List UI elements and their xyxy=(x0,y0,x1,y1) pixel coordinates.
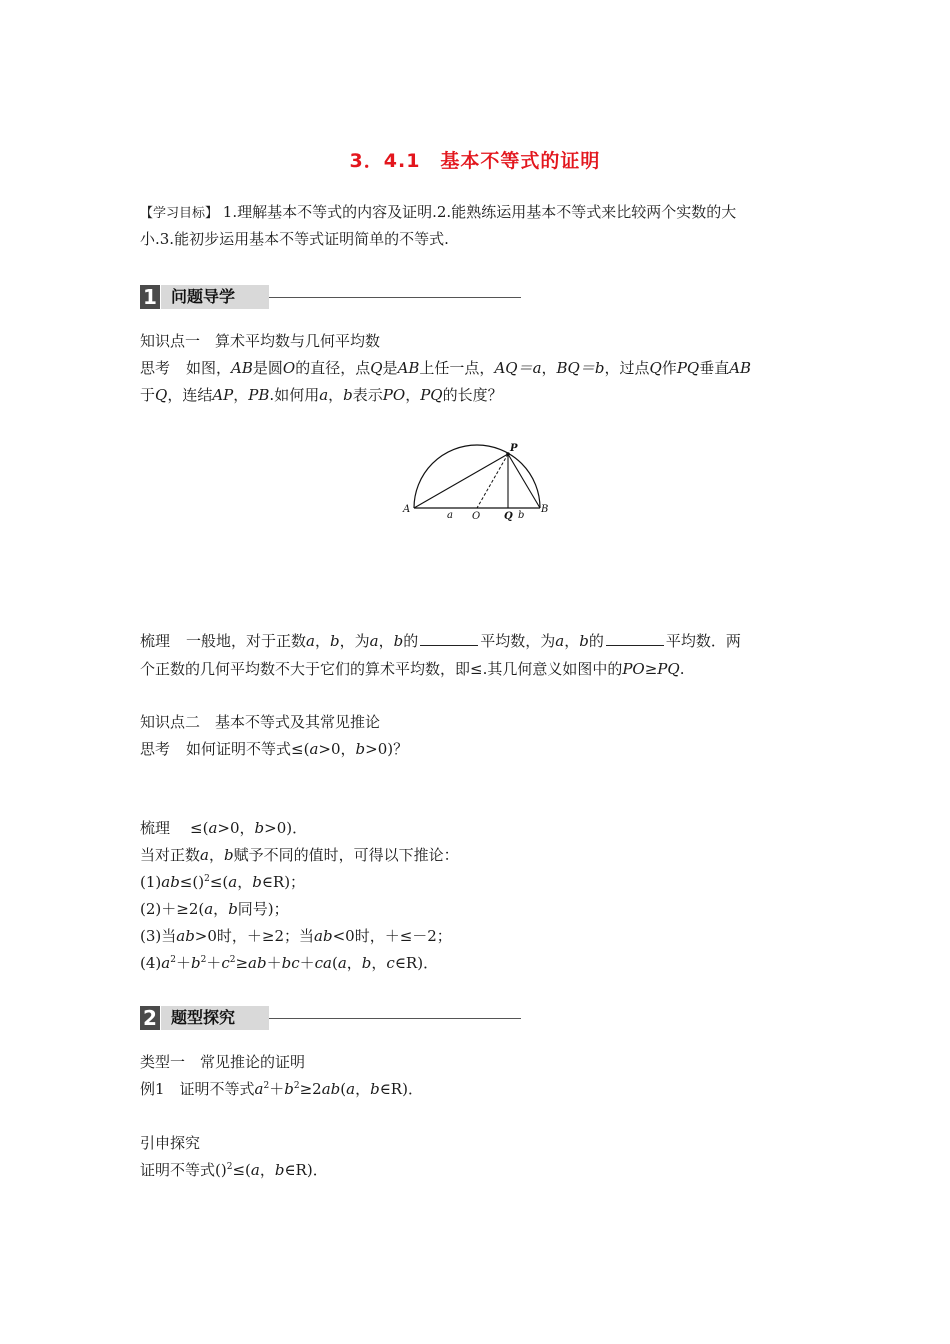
extension-heading: 引申探究 xyxy=(140,1134,201,1152)
symbol: Q xyxy=(370,359,383,377)
symbol: Q xyxy=(155,386,168,404)
symbol: ab xyxy=(176,927,195,945)
kp2-summary xyxy=(140,818,307,838)
symbol: a xyxy=(228,873,238,891)
text: 个正数的几何平均数不大于它们的算术平均数，即≤.其几何意义如图中的 xyxy=(140,660,623,678)
text: ∈R)． xyxy=(284,1161,328,1179)
text: 例1 证明不等式 xyxy=(140,1080,255,1098)
text: >0， xyxy=(318,740,356,758)
text: (3)当 xyxy=(140,927,177,945)
text: ( xyxy=(340,1080,347,1098)
text: 赋予不同的值时，可得以下推论： xyxy=(233,846,459,864)
kp1-think-line1 xyxy=(140,358,751,378)
symbol: ca xyxy=(314,954,332,972)
text: ∈R)． xyxy=(394,954,439,972)
text: ∈R)； xyxy=(261,873,306,891)
text: 证明不等式() xyxy=(140,1161,227,1179)
symbol: a xyxy=(254,1080,264,1098)
text: (1) xyxy=(140,873,162,891)
text: ≤() xyxy=(179,873,205,891)
symbol: PQ xyxy=(420,386,443,404)
text: 于 xyxy=(140,386,156,404)
symbol: bc xyxy=(281,954,300,972)
kp1-summary-line1 xyxy=(140,631,741,651)
symbol: b xyxy=(223,846,234,864)
symbol: ab xyxy=(314,927,333,945)
text: ， xyxy=(371,954,387,972)
text: ， xyxy=(208,846,224,864)
objectives-text-1: 1.理解基本不等式的内容及证明.2.能熟练运用基本不等式来比较两个实数的大 xyxy=(222,203,737,221)
corollary-3 xyxy=(140,926,452,946)
kp1-heading: 知识点一 算术平均数与几何平均数 xyxy=(140,332,381,350)
symbol: c xyxy=(386,954,395,972)
text: 的长度？ xyxy=(442,386,503,404)
text: 平均数．两 xyxy=(665,632,741,650)
text: 一般地，对于正数 xyxy=(186,632,307,650)
chord-ap xyxy=(414,454,508,508)
symbol: a xyxy=(204,900,214,918)
exponent: 2 xyxy=(263,1081,270,1091)
text: 是圆 xyxy=(252,359,283,377)
symbol: AQ＝a xyxy=(494,359,542,377)
exponent: 2 xyxy=(200,955,207,965)
text: ， xyxy=(564,632,580,650)
symbol: a xyxy=(369,632,379,650)
text: ＋ xyxy=(175,954,191,972)
symbol: b xyxy=(190,954,201,972)
text: ≤( xyxy=(232,1161,251,1179)
corollary-1 xyxy=(140,872,305,892)
text: ， xyxy=(237,873,253,891)
corollary-4 xyxy=(140,953,438,973)
text: ， xyxy=(314,632,330,650)
text: 的直径，点 xyxy=(295,359,371,377)
objectives-text-2: 小.3.能初步运用基本不等式证明简单的不等式. xyxy=(140,230,449,248)
label-b-length: b xyxy=(518,510,525,521)
symbol: b xyxy=(343,386,353,404)
exponent: 2 xyxy=(170,955,176,965)
text: >0， xyxy=(217,819,255,837)
kp1-think-line2 xyxy=(140,385,503,405)
section-label: 题型探究 xyxy=(161,1006,269,1030)
label-q: Q xyxy=(504,511,513,522)
text: ≤( xyxy=(190,819,209,837)
symbol: a xyxy=(309,740,319,758)
objectives-label: 【学习目标】 xyxy=(140,206,219,221)
symbol: b xyxy=(274,1161,285,1179)
text: 上任一点， xyxy=(419,359,495,377)
text: ＋ xyxy=(299,954,315,972)
text: ( xyxy=(331,954,338,972)
text: . xyxy=(679,660,685,678)
corollary-2 xyxy=(140,899,289,919)
text: ，连结 xyxy=(167,386,213,404)
text: (4) xyxy=(140,954,162,972)
symbol: AB xyxy=(397,359,420,377)
think-label: 思考 xyxy=(140,359,171,377)
text: 表示 xyxy=(352,386,383,404)
symbol: b xyxy=(228,900,238,918)
text: ， xyxy=(355,1080,371,1098)
symbol: ab xyxy=(321,1080,341,1098)
exponent: 2 xyxy=(293,1081,300,1091)
text: 平均数，为 xyxy=(480,632,556,650)
text: ， xyxy=(259,1161,275,1179)
text: ＋ xyxy=(266,954,282,972)
text: >0)？ xyxy=(365,740,409,758)
type1-heading: 类型一 常见推论的证明 xyxy=(140,1053,306,1071)
text: ∈R)． xyxy=(379,1080,423,1098)
text: 的 xyxy=(403,632,419,650)
text: ≤( xyxy=(209,873,229,891)
symbol: a xyxy=(200,846,209,864)
text: 作 xyxy=(661,359,677,377)
symbol: b xyxy=(254,819,265,837)
symbol: b xyxy=(393,632,404,650)
symbol: b xyxy=(330,632,340,650)
label-a-point: A xyxy=(403,504,411,515)
symbol: ab xyxy=(248,954,267,972)
symbol: a xyxy=(555,632,565,650)
symbol: AB xyxy=(231,359,253,377)
symbol: a xyxy=(346,1080,356,1098)
think-label: 思考 xyxy=(140,740,171,758)
text: ≥ xyxy=(235,954,249,972)
fill-blank-2[interactable] xyxy=(606,631,664,646)
exponent: 2 xyxy=(229,955,236,965)
text: ， xyxy=(405,386,421,404)
text: ， xyxy=(541,359,557,377)
symbol: BQ＝b xyxy=(556,359,605,377)
kp1-summary-line2 xyxy=(140,659,684,679)
text: 如图， xyxy=(186,359,232,377)
semicircle-figure xyxy=(400,440,560,522)
label-a-length: a xyxy=(447,510,453,521)
text: 是 xyxy=(382,359,398,377)
section-divider xyxy=(269,1018,521,1019)
summary-label: 梳理 xyxy=(140,819,171,837)
learning-objectives-line1 xyxy=(140,202,736,224)
symbol: a xyxy=(250,1161,260,1179)
text: ＋ xyxy=(269,1080,285,1098)
symbol: b xyxy=(355,740,366,758)
symbol: O xyxy=(282,359,296,377)
text: ， xyxy=(328,386,344,404)
section-divider xyxy=(269,297,521,298)
kp2-heading: 知识点二 基本不等式及其常见推论 xyxy=(140,713,381,731)
text: 如何证明不等式≤( xyxy=(186,740,310,758)
text: .如何用 xyxy=(269,386,320,404)
chord-pb xyxy=(508,454,540,508)
text: (2)＋≥2( xyxy=(140,900,205,918)
symbol: a xyxy=(337,954,347,972)
symbol: ab xyxy=(161,873,180,891)
symbol: b xyxy=(579,632,589,650)
symbol: a xyxy=(161,954,171,972)
symbol: b xyxy=(361,954,372,972)
text: ， xyxy=(346,954,362,972)
symbol: PO≥PQ xyxy=(622,660,680,678)
section-number: 2 xyxy=(140,1006,160,1030)
symbol: b xyxy=(252,873,262,891)
text: ，为 xyxy=(339,632,370,650)
symbol: PQ xyxy=(676,359,700,377)
text: 当对正数 xyxy=(140,846,201,864)
summary-label: 梳理 xyxy=(140,632,171,650)
label-p: P xyxy=(510,443,518,454)
kp2-think xyxy=(140,739,408,759)
symbol: a xyxy=(208,819,218,837)
exponent: 2 xyxy=(204,874,210,884)
text: 同号)； xyxy=(237,900,289,918)
text: ＋ xyxy=(206,954,222,972)
symbol: PO xyxy=(382,386,406,404)
symbol: c xyxy=(221,954,230,972)
text: <0时，＋≤－2； xyxy=(332,927,452,945)
text: ，过点 xyxy=(604,359,650,377)
symbol: b xyxy=(284,1080,294,1098)
text: ， xyxy=(378,632,394,650)
corollary-intro xyxy=(140,845,459,865)
symbol: AP xyxy=(212,386,234,404)
symbol: PB xyxy=(248,386,270,404)
example-1 xyxy=(140,1079,423,1099)
section-label: 问题导学 xyxy=(161,285,269,309)
section-number: 1 xyxy=(140,285,160,309)
text: ， xyxy=(233,386,249,404)
page-title: 3．4.1 基本不等式的证明 xyxy=(349,150,601,172)
symbol: Q xyxy=(649,359,662,377)
symbol: AB xyxy=(729,359,752,377)
text: ≥2 xyxy=(299,1080,322,1098)
text: >0)． xyxy=(264,819,308,837)
symbol: a xyxy=(306,632,315,650)
text: >0时，＋≥2；当 xyxy=(194,927,315,945)
fill-blank-1[interactable] xyxy=(420,631,478,646)
extension-problem xyxy=(140,1160,328,1180)
symbol: b xyxy=(370,1080,380,1098)
exponent: 2 xyxy=(226,1162,233,1172)
text: ， xyxy=(213,900,229,918)
label-b-point: B xyxy=(541,504,549,515)
text: 的 xyxy=(588,632,604,650)
text: 垂直 xyxy=(699,359,730,377)
symbol: a xyxy=(319,386,329,404)
label-o: O xyxy=(472,511,481,522)
segment-po-dashed xyxy=(477,454,508,508)
